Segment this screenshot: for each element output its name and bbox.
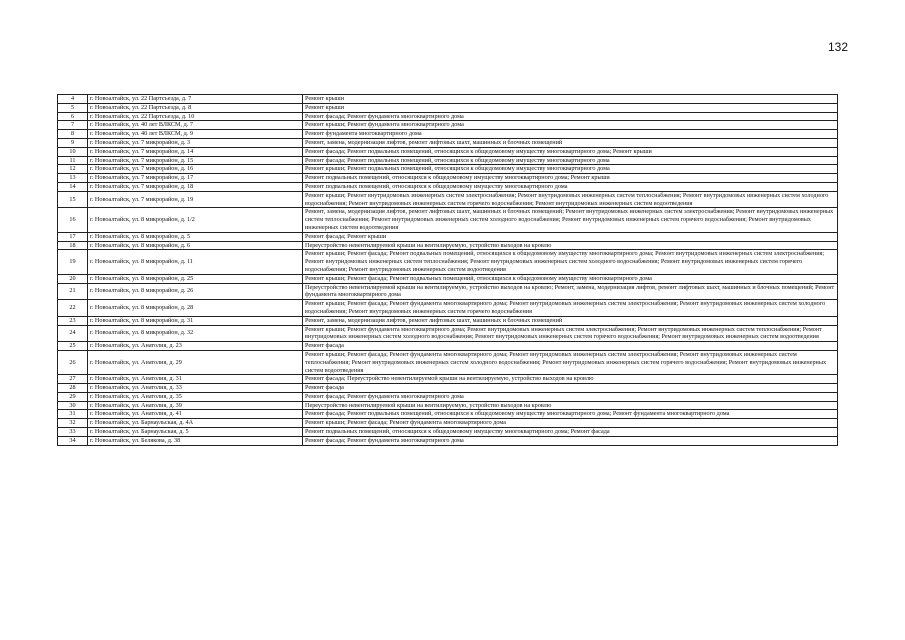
address-cell: г. Новоалтайск, ул. Анатолия, д. 35 (88, 392, 303, 401)
address-cell: г. Новоалтайск, ул. 7 микрорайон, д. 18 (88, 182, 303, 191)
repair-works-table (57, 94, 838, 446)
page-number: 132 (828, 40, 849, 54)
table-row (58, 316, 838, 325)
works-cell: Переустройство невентилируемой крыши на вентилируемую, устройство выходов на кровлю (303, 241, 838, 250)
table-row (58, 95, 838, 104)
table-row (58, 191, 838, 208)
row-number-cell: 26 (58, 350, 88, 374)
works-cell: Ремонт крыши; Ремонт фасада; Ремонт фундамента многоквартирного дома; Ремонт внутридомовых инженерных систем электроснабжения; Ремонт внутридомовых инженерных систем теплоснабжения; Ремонт внутридомовых инженерных систем холодного водоснабжения; Ремонт внутридомовых инженерных систем горячего водоснабжения; Ремонт внутридомовых инженерных систем водоотведения (303, 350, 838, 374)
table-row (58, 384, 838, 393)
table-row (58, 241, 838, 250)
works-cell: Ремонт, замена, модернизация лифтов, ремонт лифтовых шахт, машинных и блочных помещений (303, 138, 838, 147)
table-row (58, 156, 838, 165)
works-cell: Ремонт фундамента многоквартирного дома (303, 130, 838, 139)
address-cell: г. Новоалтайск, ул. 40 лет ВЛКСМ, д. 9 (88, 130, 303, 139)
address-cell: г. Новоалтайск, ул. Анатолия, д. 23 (88, 342, 303, 351)
table-row (58, 232, 838, 241)
row-number-cell: 21 (58, 283, 88, 300)
table-row (58, 436, 838, 445)
address-cell: г. Новоалтайск, ул. 40 лет ВЛКСМ, д. 7 (88, 121, 303, 130)
works-cell: Ремонт фасада; Ремонт фундамента многоквартирного дома (303, 436, 838, 445)
address-cell: г. Новоалтайск, ул. 8 микрорайон, д. 5 (88, 232, 303, 241)
address-cell: г. Новоалтайск, ул. Барнаульская, д. 4А (88, 419, 303, 428)
address-cell: г. Новоалтайск, ул. 7 микрорайон, д. 16 (88, 165, 303, 174)
table-row (58, 428, 838, 437)
row-number-cell: 12 (58, 165, 88, 174)
address-cell: г. Новоалтайск, ул. 8 микрорайон, д. 32 (88, 325, 303, 342)
row-number-cell: 9 (58, 138, 88, 147)
works-cell: Ремонт фасада; Ремонт подвальных помещений, относящихся к общедомовому имуществу многоквартирного дома (303, 156, 838, 165)
table-row (58, 182, 838, 191)
address-cell: г. Новоалтайск, ул. 22 Партсъезда, д. 8 (88, 103, 303, 112)
row-number-cell: 7 (58, 121, 88, 130)
address-cell: г. Новоалтайск, ул. Барнаульская, д. 5 (88, 428, 303, 437)
table-row (58, 138, 838, 147)
works-cell: Ремонт фасада; Ремонт крыши (303, 232, 838, 241)
works-cell: Ремонт подвальных помещений, относящихся к общедомовому имуществу многоквартирного дома; Ремонт крыши (303, 174, 838, 183)
table-row (58, 342, 838, 351)
works-cell: Ремонт фасада; Ремонт фундамента многоквартирного дома (303, 112, 838, 121)
table-row (58, 300, 838, 317)
address-cell: г. Новоалтайск, ул. 7 микрорайон, д. 17 (88, 174, 303, 183)
works-cell: Ремонт крыши; Ремонт фасада; Ремонт подвальных помещений, относящихся к общедомовому имуществу многоквартирного дома; Ремонт внутридомовых инженерных систем электроснабжения; Ремонт внутридомовых инженерных систем теплоснабжения; Ремонт внутридомовых инженерных систем холодного водоснабжения; Ремонт внутридомовых инженерных систем горячего водоснабжения; Ремонт внутридомовых инженерных систем водоотведения (303, 250, 838, 274)
address-cell: г. Новоалтайск, ул. 22 Партсъезда, д. 10 (88, 112, 303, 121)
works-cell: Ремонт крыши; Ремонт фасада; Ремонт фундамента многоквартирного дома; Ремонт внутридомовых инженерных систем электроснабжения; Ремонт внутридомовых инженерных систем холодного водоснабжения; Ремонт внутридомовых инженерных систем горячего водоснабжения (303, 300, 838, 317)
table-row (58, 208, 838, 232)
row-number-cell: 4 (58, 95, 88, 104)
table-row (58, 392, 838, 401)
address-cell: г. Новоалтайск, ул. Белякова, д. 38 (88, 436, 303, 445)
row-number-cell: 11 (58, 156, 88, 165)
table-row (58, 375, 838, 384)
works-cell: Переустройство невентилируемой крыши на вентилируемую, устройство выходов на кровлю (303, 401, 838, 410)
works-cell: Ремонт крыши; Ремонт подвальных помещений, относящихся к общедомовому имуществу многоквартирного дома (303, 165, 838, 174)
works-cell: Ремонт крыши (303, 103, 838, 112)
works-cell: Ремонт, замена, модернизация лифтов, ремонт лифтовых шахт, машинных и блочных помещений (303, 316, 838, 325)
address-cell: г. Новоалтайск, ул. 22 Партсъезда, д. 7 (88, 95, 303, 104)
works-cell: Ремонт фасада (303, 384, 838, 393)
works-cell: Ремонт крыши; Ремонт фундамента многоквартирного дома (303, 121, 838, 130)
row-number-cell: 14 (58, 182, 88, 191)
works-cell: Ремонт крыши; Ремонт внутридомовых инженерных систем электроснабжения; Ремонт внутридомовых инженерных систем теплоснабжения; Ремонт внутридомовых инженерных систем холодного водоснабжения; Ремонт внутридомовых инженерных систем горячего водоснабжения; Ремонт внутридомовых инженерных систем водоотведения (303, 191, 838, 208)
row-number-cell: 24 (58, 325, 88, 342)
row-number-cell: 20 (58, 274, 88, 283)
works-cell: Ремонт, замена, модернизация лифтов, ремонт лифтовых шахт, машинных и блочных помещений; Ремонт внутридомовых инженерных систем электроснабжения; Ремонт внутридомовых инженерных систем теплоснабжения; Ремонт внутридомовых инженерных систем холодного водоснабжения; Ремонт внутридомовых инженерных систем горячего водоснабжения; Ремонт внутридомовых инженерных систем водоотведения (303, 208, 838, 232)
row-number-cell: 17 (58, 232, 88, 241)
address-cell: г. Новоалтайск, ул. Анатолия, д. 31 (88, 375, 303, 384)
row-number-cell: 16 (58, 208, 88, 232)
table-row (58, 165, 838, 174)
works-cell: Ремонт крыши; Ремонт фасада; Ремонт фундамента многоквартирного дома (303, 419, 838, 428)
row-number-cell: 5 (58, 103, 88, 112)
row-number-cell: 8 (58, 130, 88, 139)
works-cell: Ремонт крыши; Ремонт фасада; Ремонт подвальных помещений, относящихся к общедомовому имуществу многоквартирного дома (303, 274, 838, 283)
works-cell: Ремонт крыши; Ремонт фундамента многоквартирного дома; Ремонт внутридомовых инженерных систем электроснабжения; Ремонт внутридомовых инженерных систем теплоснабжения; Ремонт внутридомовых инженерных систем холодного водоснабжения; Ремонт внутридомовых инженерных систем горячего водоснабжения; Ремонт внутридомовых инженерных систем водоотведения (303, 325, 838, 342)
row-number-cell: 27 (58, 375, 88, 384)
table-row (58, 121, 838, 130)
address-cell: г. Новоалтайск, ул. Анатолия, д. 29 (88, 350, 303, 374)
table-row (58, 147, 838, 156)
address-cell: г. Новоалтайск, ул. 8 микрорайон, д. 11 (88, 250, 303, 274)
works-cell: Переустройство невентилируемой крыши на вентилируемую, устройство выходов на кровлю; Ремонт, замена, модернизация лифтов, ремонт лифтовых шахт, машинных и блочных помещений; Ремонт фундамента многоквартирного дома (303, 283, 838, 300)
table-row (58, 283, 838, 300)
row-number-cell: 23 (58, 316, 88, 325)
address-cell: г. Новоалтайск, ул. 7 микрорайон, д. 19 (88, 191, 303, 208)
table-row (58, 250, 838, 274)
table-row (58, 410, 838, 419)
works-cell: Ремонт фасада (303, 342, 838, 351)
works-cell: Ремонт подвальных помещений, относящихся к общедомовому имуществу многоквартирного дома (303, 182, 838, 191)
row-number-cell: 6 (58, 112, 88, 121)
works-cell: Ремонт фасада; Ремонт подвальных помещений, относящихся к общедомовому имуществу многоквартирного дома; Ремонт фундамента многоквартирного дома (303, 410, 838, 419)
row-number-cell: 28 (58, 384, 88, 393)
row-number-cell: 29 (58, 392, 88, 401)
row-number-cell: 22 (58, 300, 88, 317)
address-cell: г. Новоалтайск, ул. 8 микрорайон, д. 26 (88, 283, 303, 300)
works-cell: Ремонт фасада; Переустройство невентилируемой крыши на вентилируемую, устройство выходов на кровлю (303, 375, 838, 384)
table-row (58, 401, 838, 410)
row-number-cell: 30 (58, 401, 88, 410)
address-cell: г. Новоалтайск, ул. 8 микрорайон, д. 28 (88, 300, 303, 317)
table-row (58, 130, 838, 139)
row-number-cell: 32 (58, 419, 88, 428)
table-row (58, 112, 838, 121)
address-cell: г. Новоалтайск, ул. 8 микрорайон, д. 31 (88, 316, 303, 325)
table-row (58, 274, 838, 283)
row-number-cell: 13 (58, 174, 88, 183)
table-row (58, 350, 838, 374)
table-row (58, 174, 838, 183)
address-cell: г. Новоалтайск, ул. 7 микрорайон, д. 3 (88, 138, 303, 147)
row-number-cell: 25 (58, 342, 88, 351)
row-number-cell: 33 (58, 428, 88, 437)
row-number-cell: 18 (58, 241, 88, 250)
row-number-cell: 15 (58, 191, 88, 208)
table-row (58, 325, 838, 342)
address-cell: г. Новоалтайск, ул. 8 микрорайон, д. 6 (88, 241, 303, 250)
row-number-cell: 31 (58, 410, 88, 419)
address-cell: г. Новоалтайск, ул. 7 микрорайон, д. 15 (88, 156, 303, 165)
works-cell: Ремонт подвальных помещений, относящихся к общедомовому имуществу многоквартирного дома; Ремонт фасада (303, 428, 838, 437)
address-cell: г. Новоалтайск, ул. 8 микрорайон, д. 25 (88, 274, 303, 283)
row-number-cell: 19 (58, 250, 88, 274)
table-row (58, 419, 838, 428)
works-cell: Ремонт фасада; Ремонт фундамента многоквартирного дома (303, 392, 838, 401)
works-cell: Ремонт фасада; Ремонт подвальных помещений, относящихся к общедомовому имуществу многоквартирного дома; Ремонт крыши (303, 147, 838, 156)
row-number-cell: 10 (58, 147, 88, 156)
row-number-cell: 34 (58, 436, 88, 445)
address-cell: г. Новоалтайск, ул. Анатолия, д. 41 (88, 410, 303, 419)
table-row (58, 103, 838, 112)
works-cell: Ремонт крыши (303, 95, 838, 104)
address-cell: г. Новоалтайск, ул. Анатолия, д. 33 (88, 384, 303, 393)
address-cell: г. Новоалтайск, ул. Анатолия, д. 39 (88, 401, 303, 410)
address-cell: г. Новоалтайск, ул. 8 микрорайон, д. 1/2 (88, 208, 303, 232)
address-cell: г. Новоалтайск, ул. 7 микрорайон, д. 14 (88, 147, 303, 156)
